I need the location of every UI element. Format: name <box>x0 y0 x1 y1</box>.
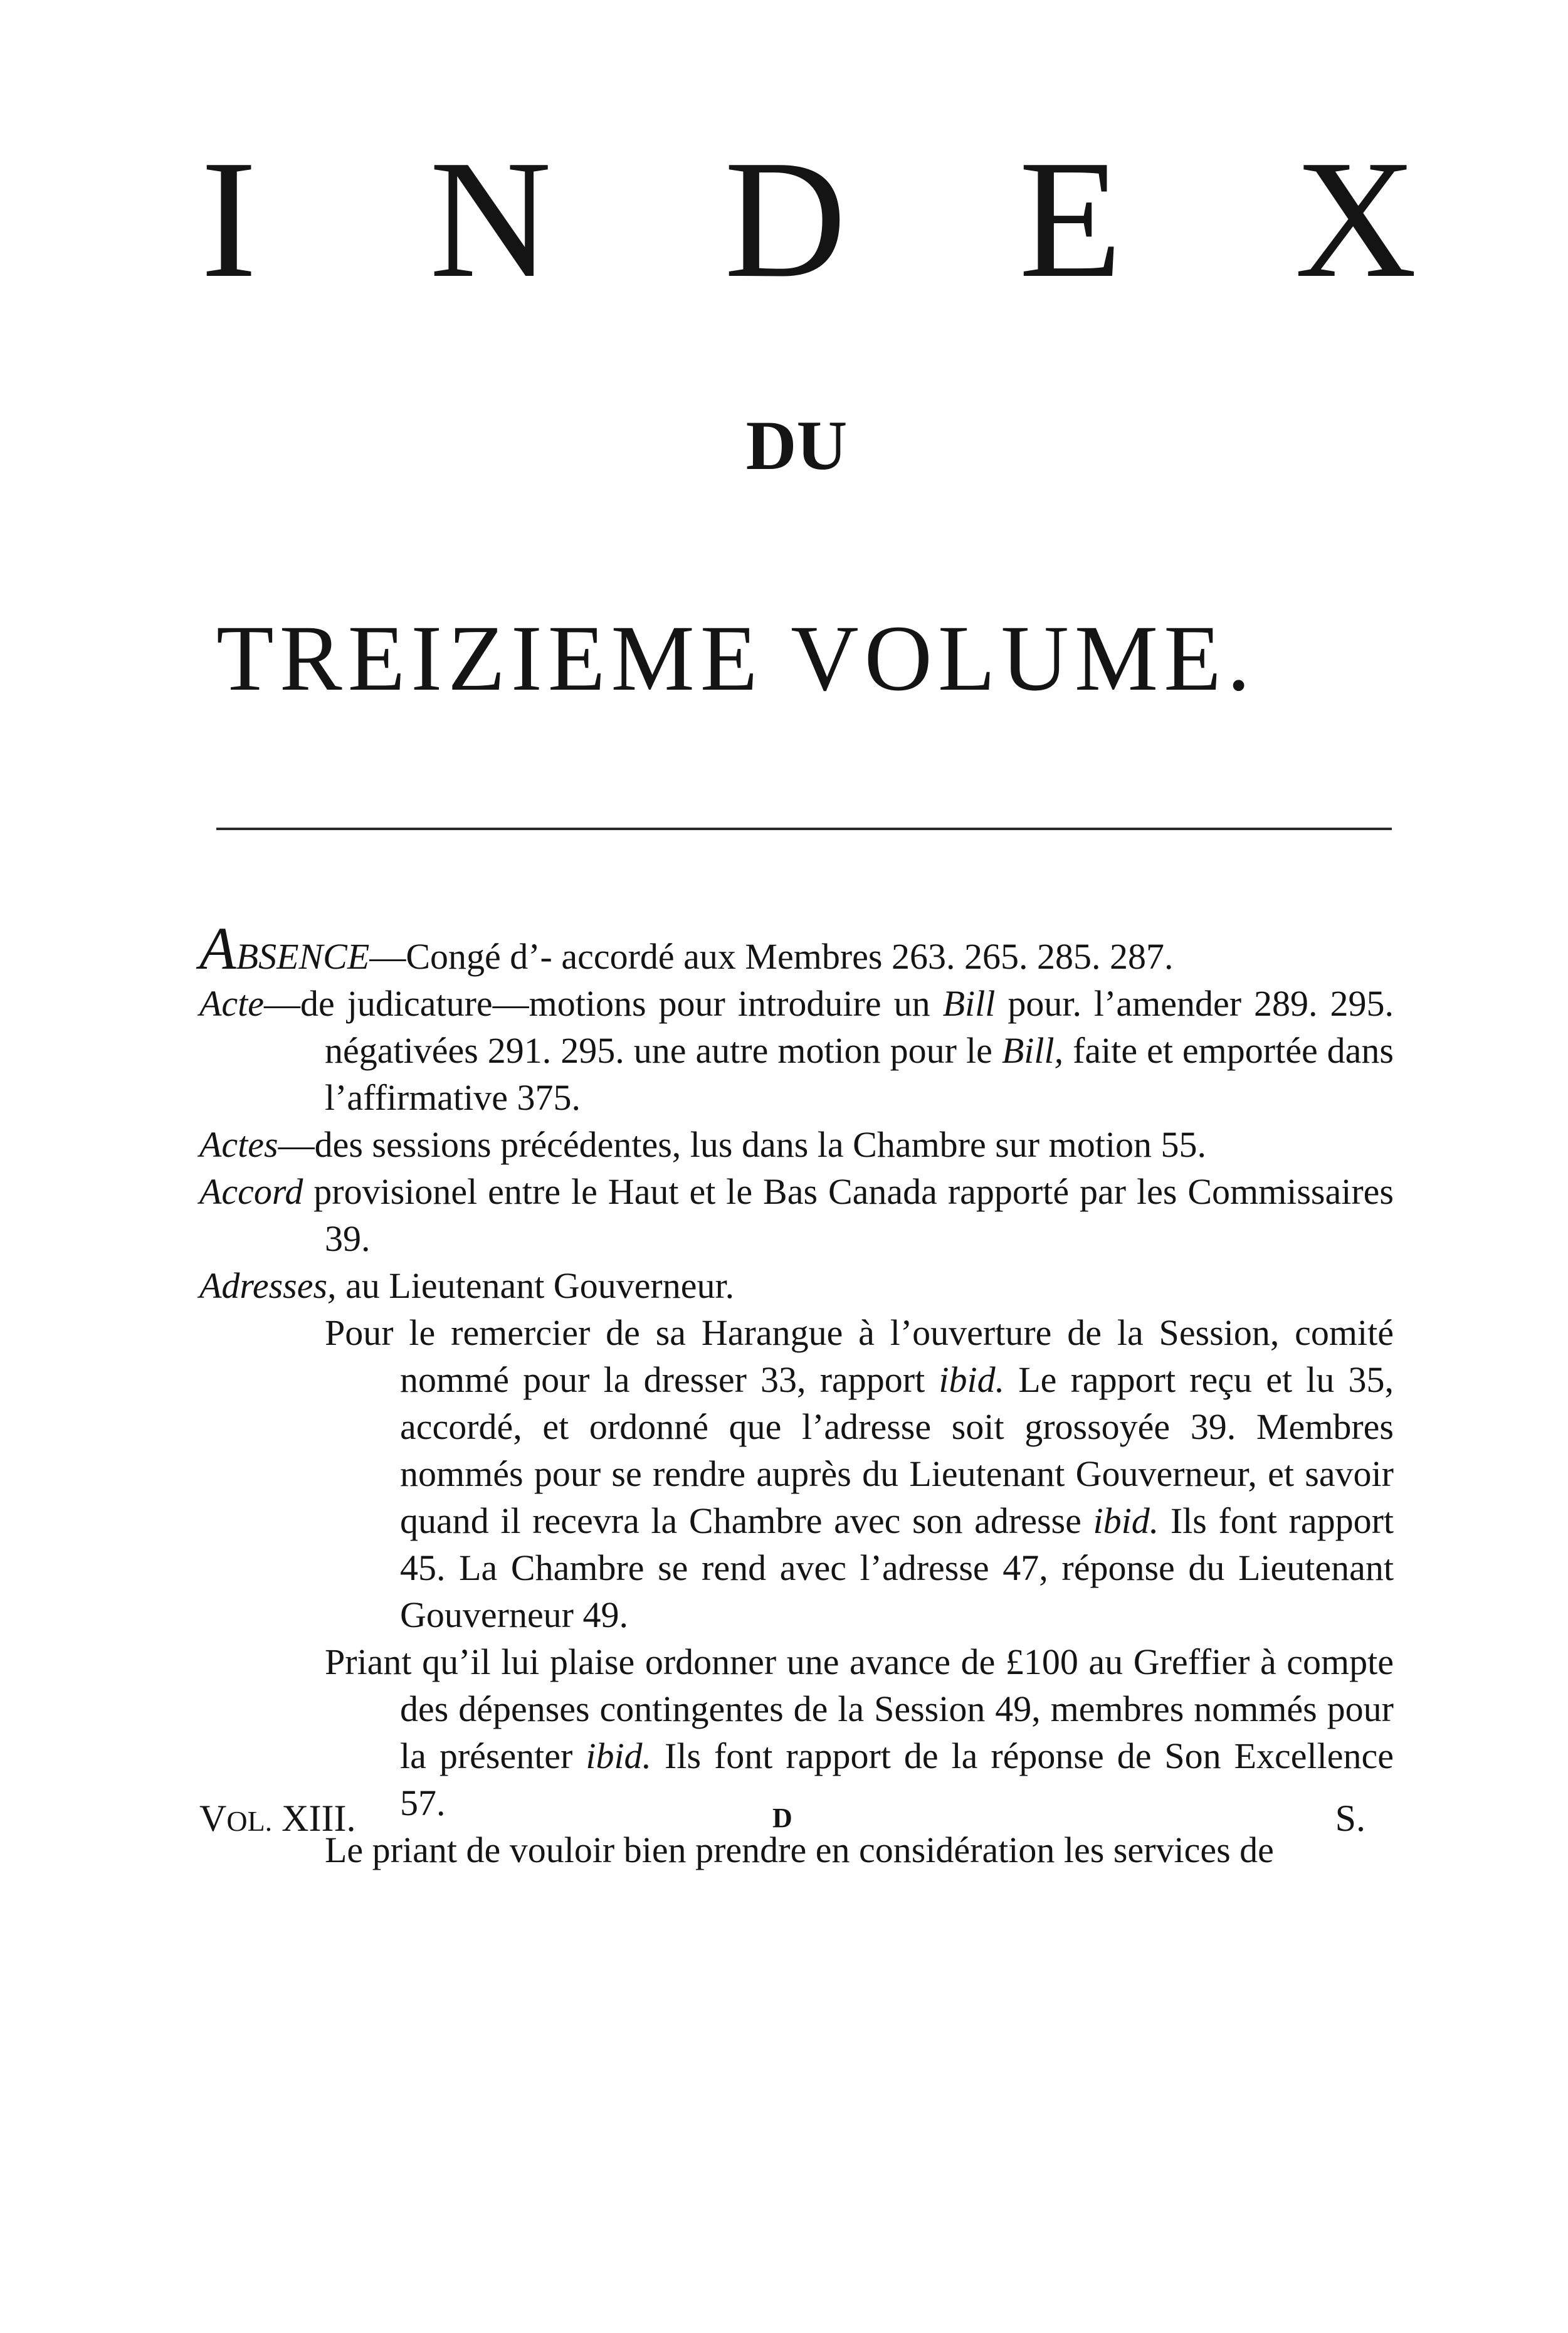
entry-heading: Accord <box>199 1171 303 1212</box>
title-rule <box>216 828 1392 830</box>
entry-text: —des sessions précédentes, lus dans la Chambre sur motion 55. <box>278 1124 1206 1165</box>
signature-mark: D <box>772 1803 792 1833</box>
entry-text: au Lieutenant Gouverneur. <box>336 1265 735 1306</box>
entry-text: provisionel entre le Haut et le Bas Canada rapporté par les Commissaires 39. <box>303 1171 1394 1259</box>
catchword: S. <box>1335 1798 1365 1839</box>
volume-label <box>199 1799 355 1837</box>
subentry-text: Le priant de vouloir bien prendre en considération les services de <box>325 1830 1274 1870</box>
index-letter: N <box>429 125 552 313</box>
subentry-text: Pour le remercier de sa Harangue à l’ouverture de la Session, comité nommé pour la dresser 33, rapport <box>325 1312 1394 1400</box>
index-letter: E <box>1019 125 1122 313</box>
entry-text: —de judicature—motions pour introduire un <box>264 983 943 1024</box>
index-subentry <box>199 1638 1394 1826</box>
entry-text-italic: Bill <box>942 983 996 1024</box>
entry-heading-initial: A <box>199 915 236 982</box>
volume-initial: V <box>199 1798 227 1839</box>
entry-text: faite et emportée dans l’affirmative 375. <box>325 1030 1394 1118</box>
entry-heading: Actes <box>199 1124 278 1165</box>
index-entry-actes <box>199 1121 1394 1168</box>
entry-text-italic: Bill, <box>1001 1030 1064 1071</box>
subentry-text: Priant qu’il lui plaise ordonner une avance de £100 au Greffier à compte des dépenses contingentes de la Session 49, membres nommés pour la présenter <box>325 1641 1394 1776</box>
entry-heading <box>199 915 370 982</box>
entry-text: —Congé d’- accordé aux Membres 263. 265. 285. 287. <box>369 936 1174 977</box>
index-entry-acte <box>199 980 1394 1121</box>
subentry-text-italic: ibid. <box>1093 1500 1159 1541</box>
index-entries <box>199 915 1394 1873</box>
entry-heading: Adresses, <box>199 1265 337 1306</box>
index-entry-absence <box>199 915 1394 982</box>
volume-number: XIII. <box>282 1798 356 1839</box>
subentry-text: Ils font rapport de la réponse de Son Excellence 57. <box>400 1735 1394 1823</box>
entry-text: pour. l’amender 289. 295. négativées 291. 295. une autre motion pour le <box>325 983 1394 1071</box>
index-subentry <box>199 1309 1394 1638</box>
index-subentry <box>199 1826 1394 1873</box>
index-entry-adresses <box>199 1262 1394 1309</box>
entry-heading: Acte <box>199 983 265 1024</box>
index-title <box>201 125 1417 313</box>
index-letter: I <box>201 125 257 313</box>
subentry-text-italic: ibid. <box>939 1359 1005 1400</box>
index-letter: X <box>1294 125 1417 313</box>
subentry-text: Ils font rapport 45. La Chambre se rend avec l’adresse 47, réponse du Lieutenant Gouverneur 49. <box>400 1500 1394 1635</box>
index-letter: D <box>723 125 846 313</box>
title-du: DU <box>745 407 848 485</box>
title-volume: TREIZIEME VOLUME. <box>216 606 1256 710</box>
entry-heading-rest: BSENCE <box>236 936 370 977</box>
subentry-text-italic: ibid. <box>586 1735 652 1776</box>
subentry-text: Le rapport reçu et lu 35, accordé, et ordonné que l’adresse soit grossoyée 39. Membres nommés pour se rendre auprès du Lieutenant Gouverneur, et savoir quand il recevra la Chambre avec son adresse <box>400 1359 1394 1541</box>
index-entry-accord <box>199 1168 1394 1262</box>
volume-abbrev: OL. <box>226 1805 273 1837</box>
